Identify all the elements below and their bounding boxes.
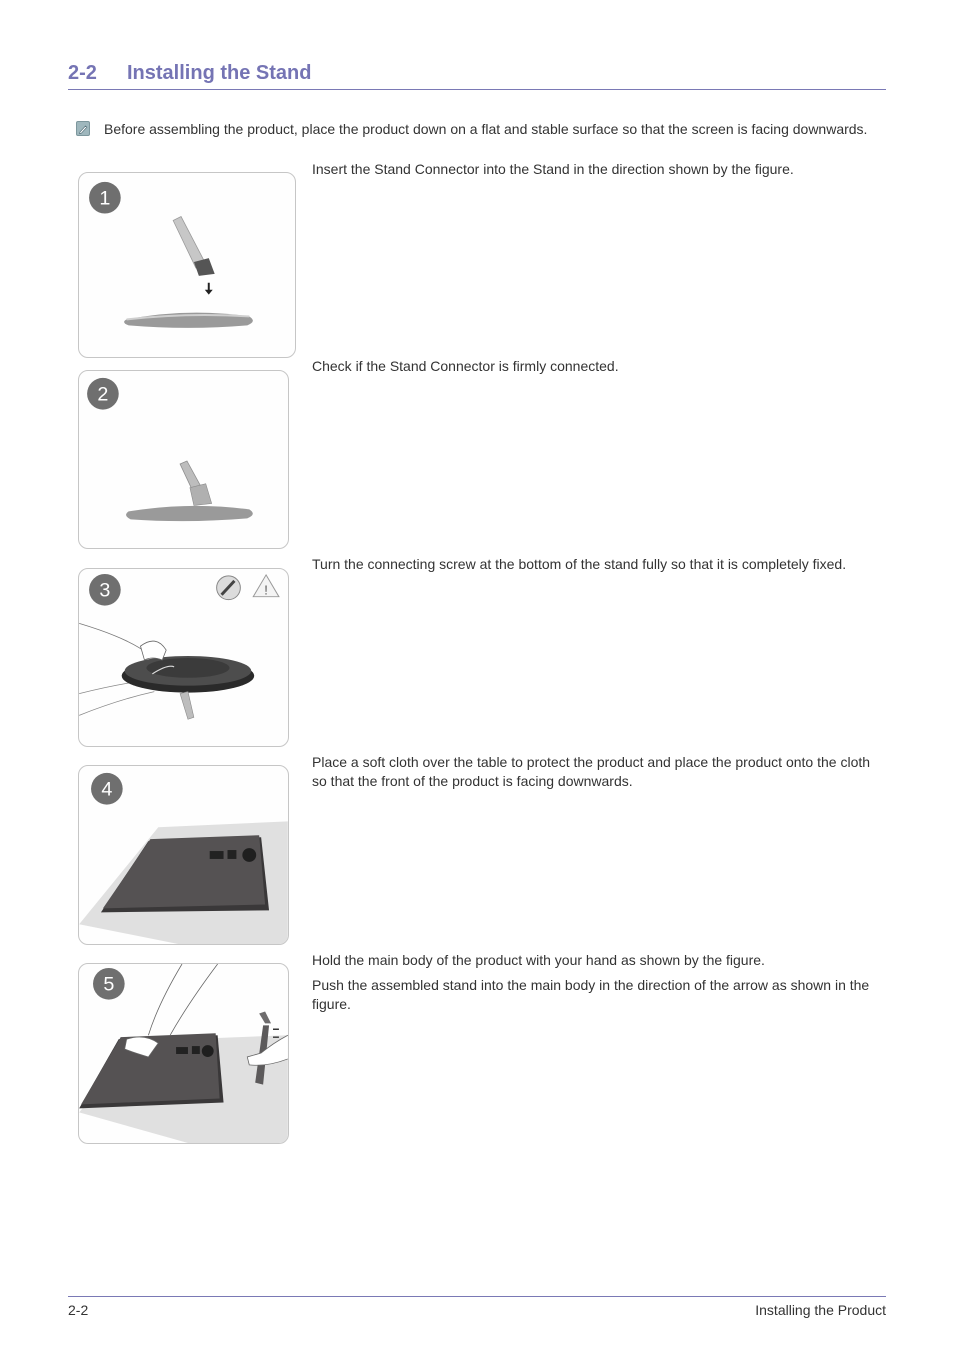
- step-2-figure: [78, 370, 289, 549]
- note-pencil-icon: [76, 121, 90, 136]
- page-number: 2-2: [68, 1302, 89, 1318]
- product-face-down-illustration: [79, 766, 288, 944]
- note-text: Before assembling the product, place the product down on a flat and stable surface so that the screen is facing downwards.: [104, 121, 868, 137]
- step-5-figure: [78, 963, 289, 1144]
- step-5-text: [312, 951, 886, 1014]
- svg-text:!: !: [264, 582, 268, 598]
- step-4-figure: [78, 765, 289, 945]
- stand-connected-illustration: [79, 371, 288, 548]
- step-3-figure: [78, 568, 289, 747]
- attach-stand-illustration: [79, 964, 288, 1143]
- page-footer: [68, 1296, 886, 1320]
- step-1-paragraph-1: Insert the Stand Connector into the Stand in the direction shown by the figure.: [312, 161, 794, 177]
- warning-icon: [253, 575, 279, 598]
- step-1-figure: [78, 172, 296, 358]
- step-2-paragraph-1: Check if the Stand Connector is firmly connected.: [312, 358, 619, 374]
- tighten-screw-illustration: [79, 569, 288, 746]
- step-badge-2: 2: [97, 383, 109, 406]
- step-badge-4: 4: [101, 778, 113, 801]
- step-4-paragraph-1: Place a soft cloth over the table to protect the product and place the product onto the cloth so that the front of the product is facing downwards.: [312, 754, 871, 789]
- section-header: [68, 62, 886, 90]
- step-5-paragraph-2: Push the assembled stand into the main body in the direction of the arrow as shown in the figure.: [312, 977, 870, 1012]
- screwdriver-icon: [217, 576, 241, 600]
- chapter-title: Installing the Product: [755, 1302, 886, 1318]
- step-badge-3: 3: [99, 579, 111, 602]
- step-badge-5: 5: [103, 973, 115, 996]
- step-2-text: [312, 357, 886, 376]
- step-3-paragraph-1: Turn the connecting screw at the bottom of the stand fully so that it is completely fixed.: [312, 556, 847, 572]
- stand-connector-insert-illustration: [79, 173, 295, 357]
- step-badge-1: 1: [99, 187, 111, 210]
- note: [76, 120, 888, 140]
- section-number: 2-2: [68, 62, 97, 84]
- step-5-paragraph-1: Hold the main body of the product with your hand as shown by the figure.: [312, 952, 765, 968]
- step-4-text: [312, 753, 886, 791]
- section-title: Installing the Stand: [127, 62, 312, 84]
- step-3-text: [312, 555, 886, 574]
- step-1-text: [312, 160, 886, 179]
